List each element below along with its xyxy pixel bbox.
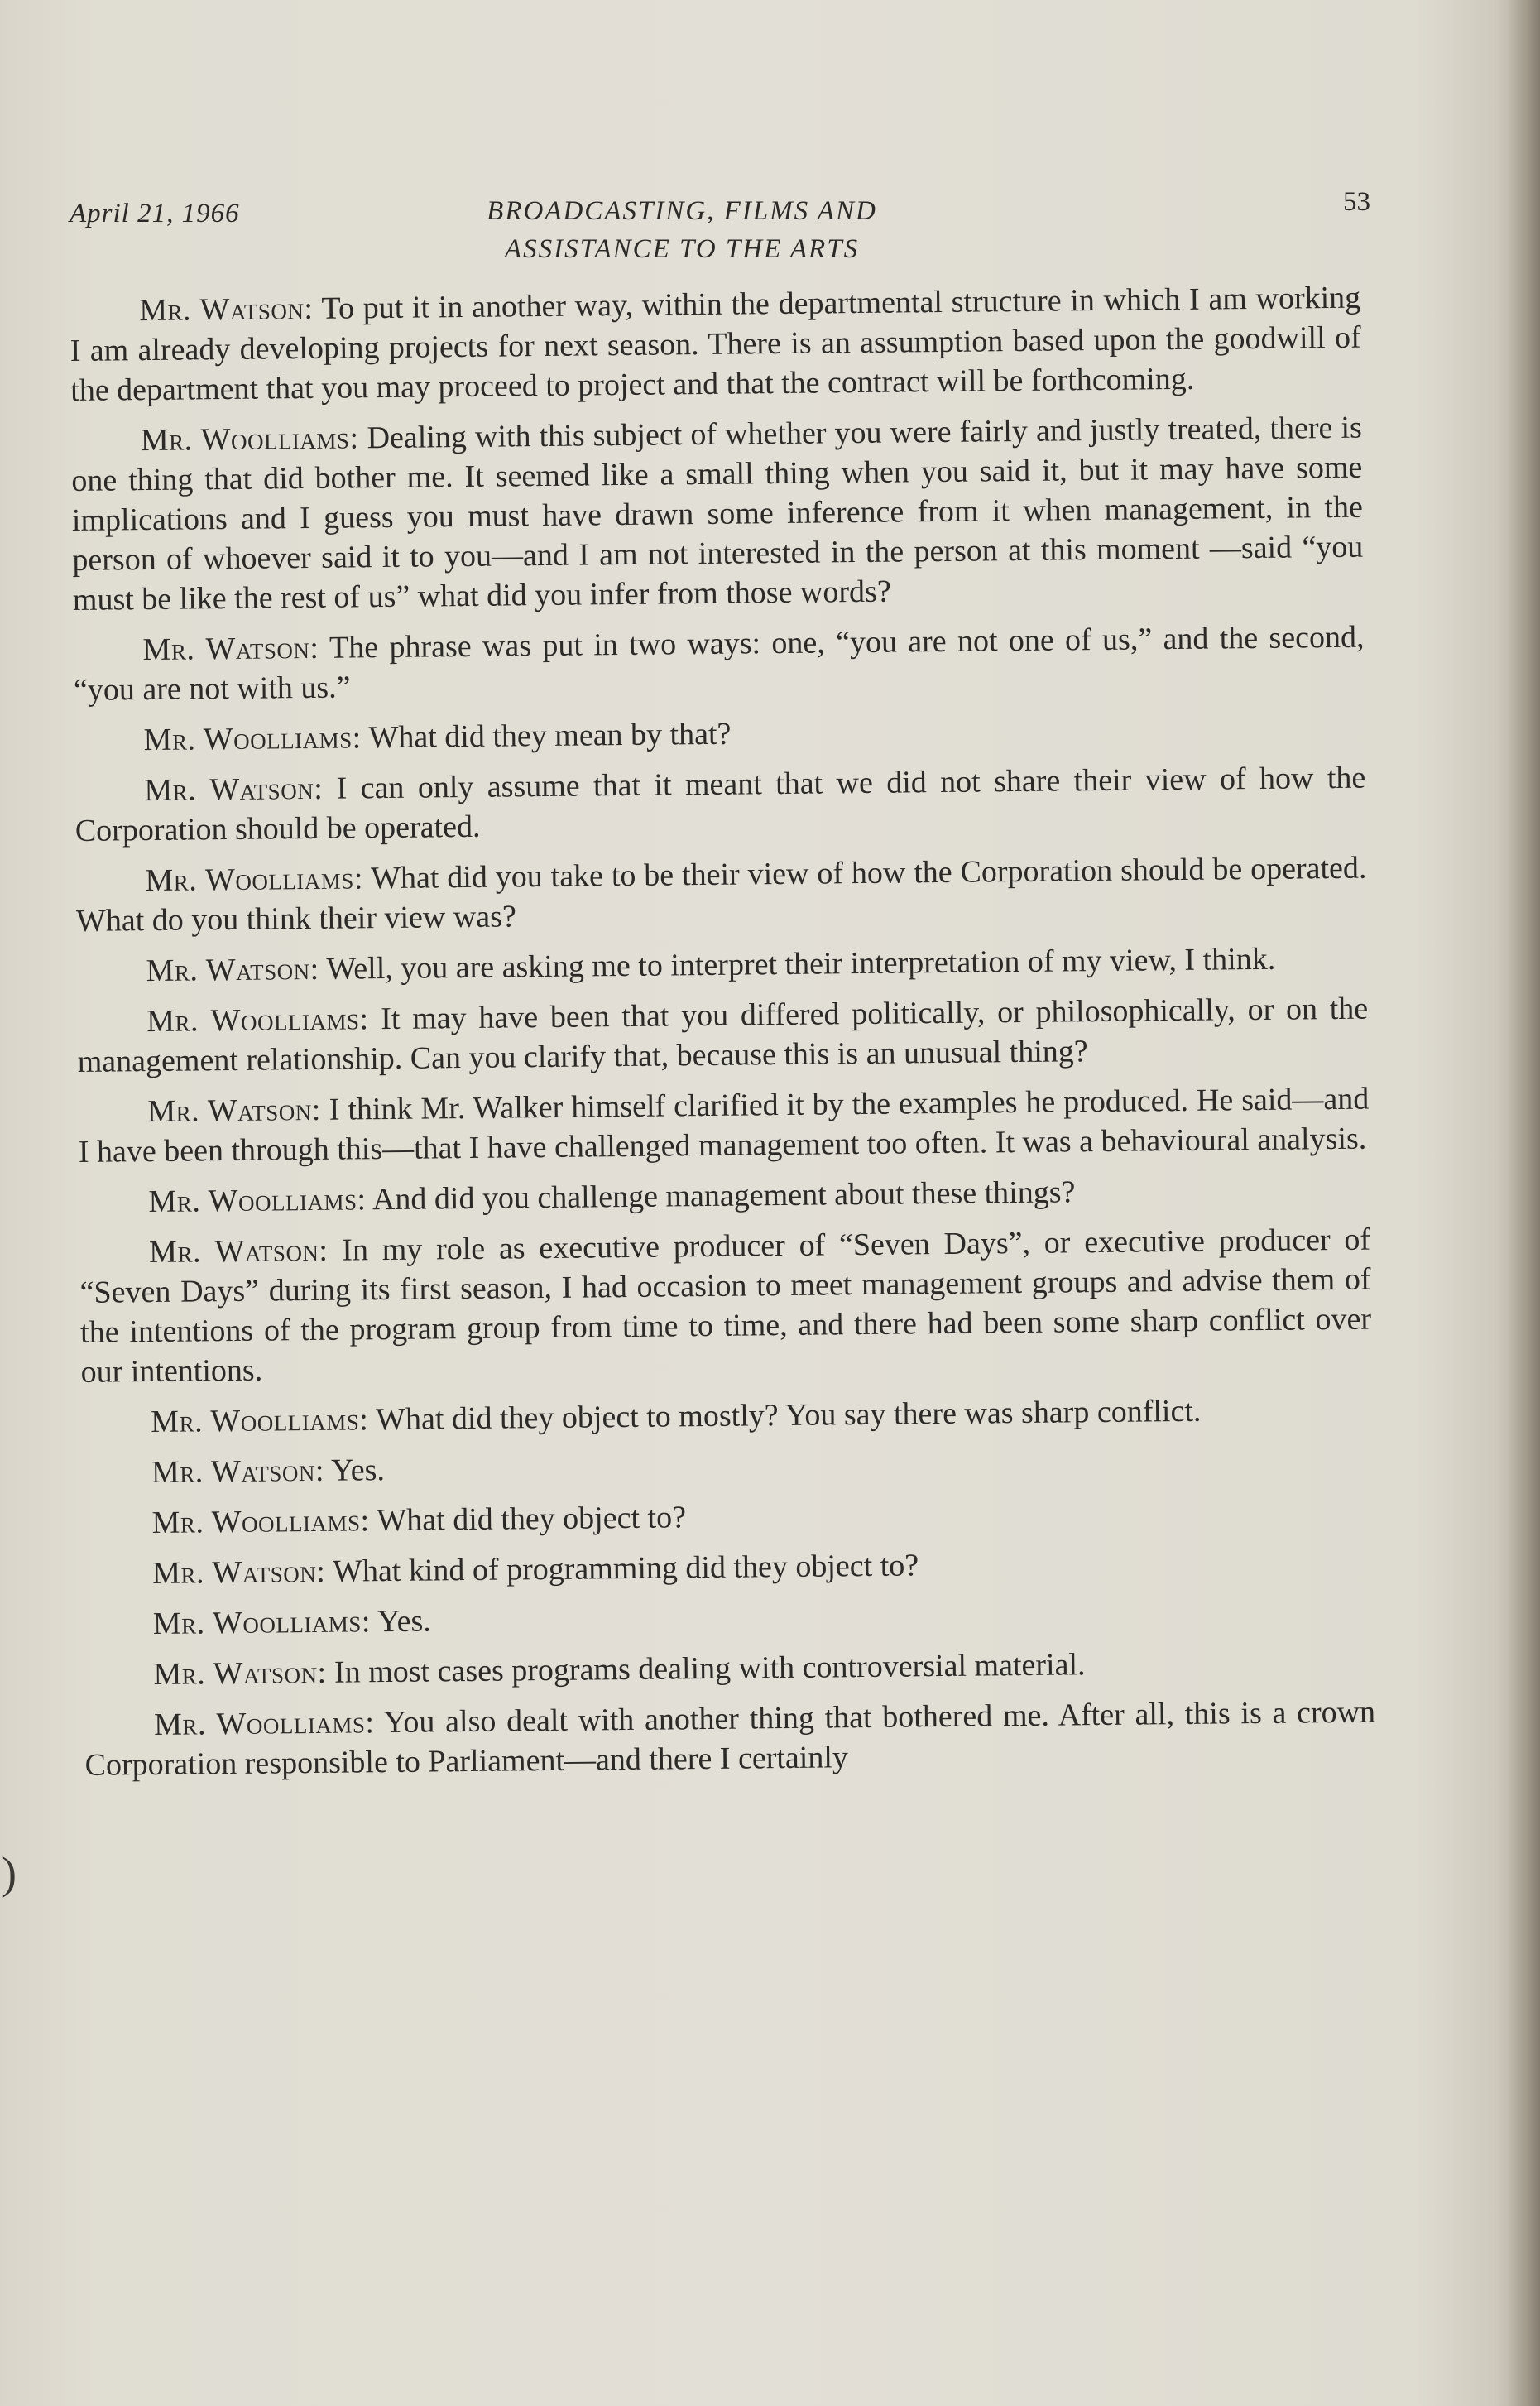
speaker-name: Mr. Woolliams: <box>151 1402 369 1440</box>
speaker-name: Mr. Watson: <box>147 1092 322 1130</box>
paragraph <box>79 1169 1370 1222</box>
speaker-name: Mr. Woolliams: <box>146 1001 369 1040</box>
paragraph <box>84 1592 1374 1645</box>
paragraph-text: The phrase was put in two ways: one, “you are not one of us,” and the second, “you are not with us.” <box>73 619 1365 708</box>
paragraph <box>82 1491 1373 1544</box>
paragraph <box>73 617 1365 710</box>
paragraph <box>81 1390 1372 1443</box>
paragraph <box>82 1440 1373 1493</box>
header-title-line-1: BROADCASTING, FILMS AND <box>487 196 877 226</box>
paragraph-text: It may have been that you differed politically, or philosophically, or on the management relationship. Can you clarify that, because this is an unusual thing? <box>77 991 1369 1079</box>
paragraph-text: I think Mr. Walker himself clarified it by the examples he produced. He said—and I have been through this—that I have challenged management too often. It was a behavioural analysis. <box>78 1081 1370 1169</box>
paragraph <box>75 848 1367 941</box>
page-number: 53 <box>1343 187 1370 217</box>
speaker-name: Mr. Woolliams: <box>145 861 364 899</box>
paragraph-text: Yes. <box>370 1603 431 1640</box>
paragraph <box>84 1642 1374 1695</box>
transcript-body <box>70 278 1379 2112</box>
paragraph-text: What did they object to mostly? You say there was sharp conflict. <box>368 1393 1202 1438</box>
paragraph <box>74 708 1365 761</box>
speaker-name: Mr. Woolliams: <box>143 720 362 758</box>
header-title-line-2: ASSISTANCE TO THE ARTS <box>504 234 860 264</box>
speaker-name: Mr. Watson: <box>148 1232 329 1270</box>
margin-mark: ) <box>2 1848 17 1898</box>
paragraph <box>77 989 1369 1082</box>
speaker-name: Mr. Woolliams: <box>151 1503 370 1541</box>
paragraph-text: Dealing with this subject of whether you were fairly and justly treated, there is one thing that did bother me. It seemed like a small thing when you said it, but it may have some implications and I guess you must have drawn some inference from it when management, in the person of whoever said it to you—and I am not interested in the person at this moment —said “you must be like the rest of us” what did you infer from those words? <box>71 410 1364 617</box>
header-title <box>450 192 914 268</box>
speaker-name: Mr. Woolliams: <box>153 1705 375 1743</box>
speaker-name: Mr. Woolliams: <box>140 420 359 459</box>
paragraph-text: You also dealt with another thing that bothered me. After all, this is a crown Corporation responsible to Parliament—and there I certainly <box>84 1694 1376 1783</box>
paragraph <box>79 1220 1372 1392</box>
page-edge-shadow <box>1507 0 1540 2406</box>
paragraph-text: What did they object to? <box>369 1500 687 1539</box>
speaker-name: Mr. Watson: <box>153 1654 327 1693</box>
speaker-name: Mr. Watson: <box>142 630 319 668</box>
paragraph-text: Well, you are asking me to interpret their interpretation of my view, I think. <box>319 941 1276 987</box>
speaker-name: Mr. Watson: <box>139 291 314 329</box>
paragraph-text: Yes. <box>324 1453 386 1488</box>
paragraph <box>84 1693 1376 1785</box>
speaker-name: Mr. Woolliams: <box>152 1604 372 1642</box>
paragraph-text: And did you challenge management about these things? <box>366 1174 1076 1217</box>
paragraph <box>76 939 1367 992</box>
paragraph-text: To put it in another way, within the departmental structure in which I am working I am already developing projects for next season. There is an assumption based upon the goodwill of the department that you may proceed to project and that the contract will be forthcoming. <box>70 280 1361 408</box>
speaker-name: Mr. Watson: <box>146 951 319 989</box>
paragraph <box>70 278 1361 411</box>
paragraph-text: What kind of programming did they object to? <box>325 1548 919 1589</box>
paragraph <box>83 1541 1374 1594</box>
paragraph-text: In most cases programs dealing with controversial material. <box>326 1647 1086 1690</box>
paragraph <box>78 1079 1370 1172</box>
speaker-name: Mr. Watson: <box>151 1453 325 1491</box>
paragraph <box>71 408 1364 620</box>
speaker-name: Mr. Woolliams: <box>148 1182 367 1220</box>
paragraph-text: What did you take to be their view of how the Corporation should be operated. What do you think their view was? <box>75 850 1367 939</box>
paragraph-text: I can only assume that it meant that we did not share their view of how the Corporation should be operated. <box>74 760 1366 848</box>
paragraph <box>74 758 1366 851</box>
paragraph-text: In my role as executive producer of “Seven Days”, or executive producer of “Seven Days” during its first season, I had occasion to meet management groups and advise them of the intentions of the program group from time to time, and there had been some sharp conflict over our intentions. <box>79 1222 1372 1390</box>
speaker-name: Mr. Watson: <box>144 771 324 809</box>
speaker-name: Mr. Watson: <box>152 1554 326 1592</box>
header-date: April 21, 1966 <box>70 199 240 228</box>
paragraph-text: What did they mean by that? <box>361 716 732 756</box>
running-header <box>70 187 1370 275</box>
